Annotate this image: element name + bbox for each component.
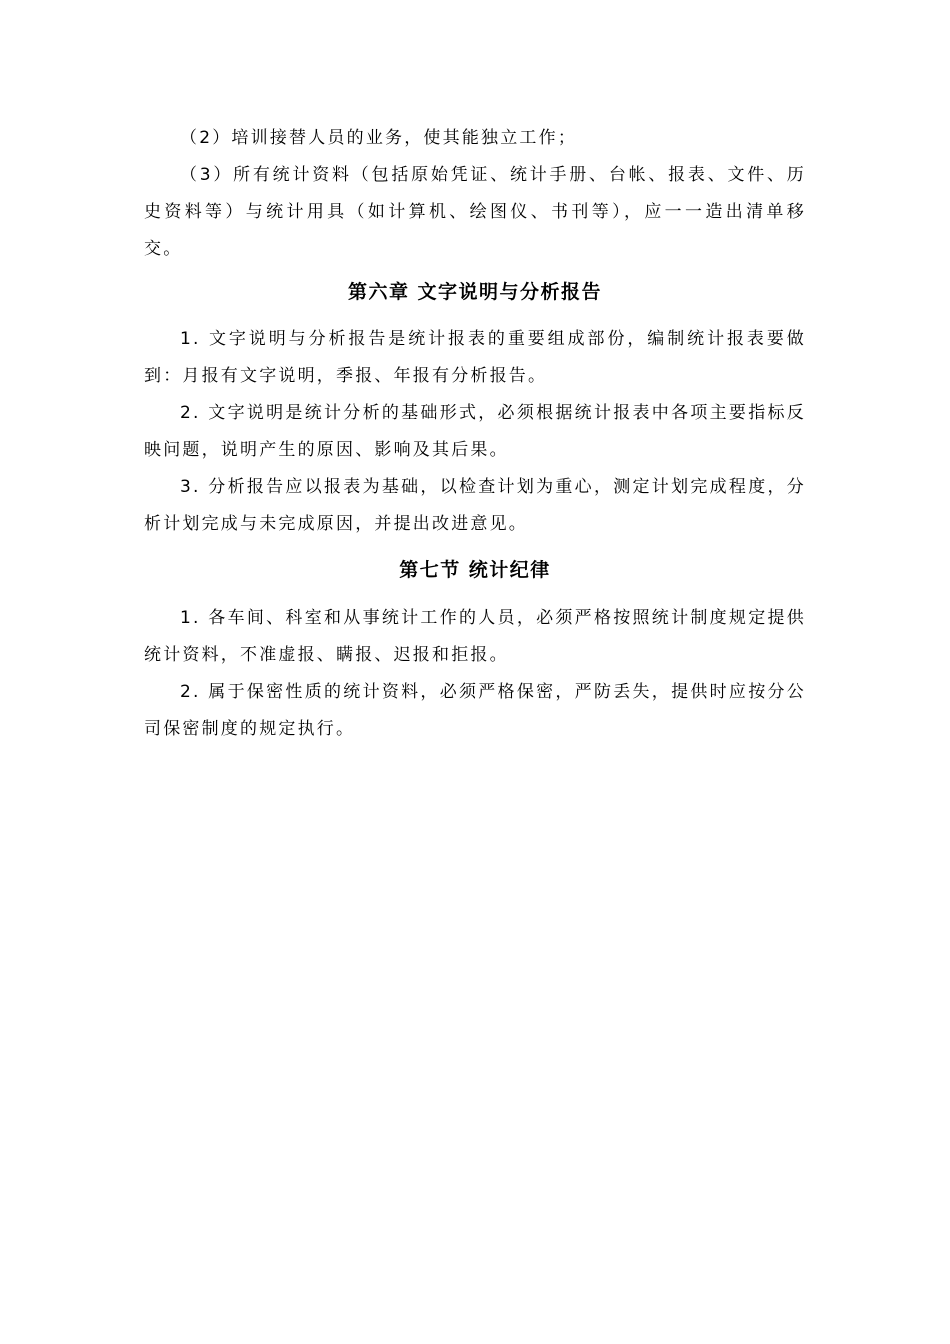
- chapter-item-1: 1. 文字说明与分析报告是统计报表的重要组成部份，编制统计报表要做到：月报有文字说明，季报、年报有分析报告。: [144, 329, 806, 386]
- section-item-1: 1. 各车间、科室和从事统计工作的人员，必须严格按照统计制度规定提供统计资料，不准虚报、瞒报、迟报和拒报。: [144, 608, 806, 665]
- section-item-2: 2. 属于保密性质的统计资料，必须严格保密，严防丢失，提供时应按分公司保密制度的规定执行。: [144, 682, 806, 739]
- section-heading: 第七节 统计纪律: [399, 559, 551, 581]
- document-page: [144, 120, 806, 748]
- chapter-item-2: 2. 文字说明是统计分析的基础形式，必须根据统计报表中各项主要指标反映问题，说明产生的原因、影响及其后果。: [144, 403, 806, 460]
- chapter-item-3: 3. 分析报告应以报表为基础，以检查计划为重心，测定计划完成程度，分析计划完成与未完成原因，并提出改进意见。: [144, 477, 806, 534]
- chapter-heading: 第六章 文字说明与分析报告: [347, 281, 603, 303]
- paragraph-handover-training: （2）培训接替人员的业务，使其能独立工作；: [180, 128, 578, 148]
- paragraph-handover-materials: （3）所有统计资料（包括原始凭证、统计手册、台帐、报表、文件、历史资料等）与统计用具（如计算机、绘图仪、书刊等），应一一造出清单移交。: [144, 165, 806, 259]
